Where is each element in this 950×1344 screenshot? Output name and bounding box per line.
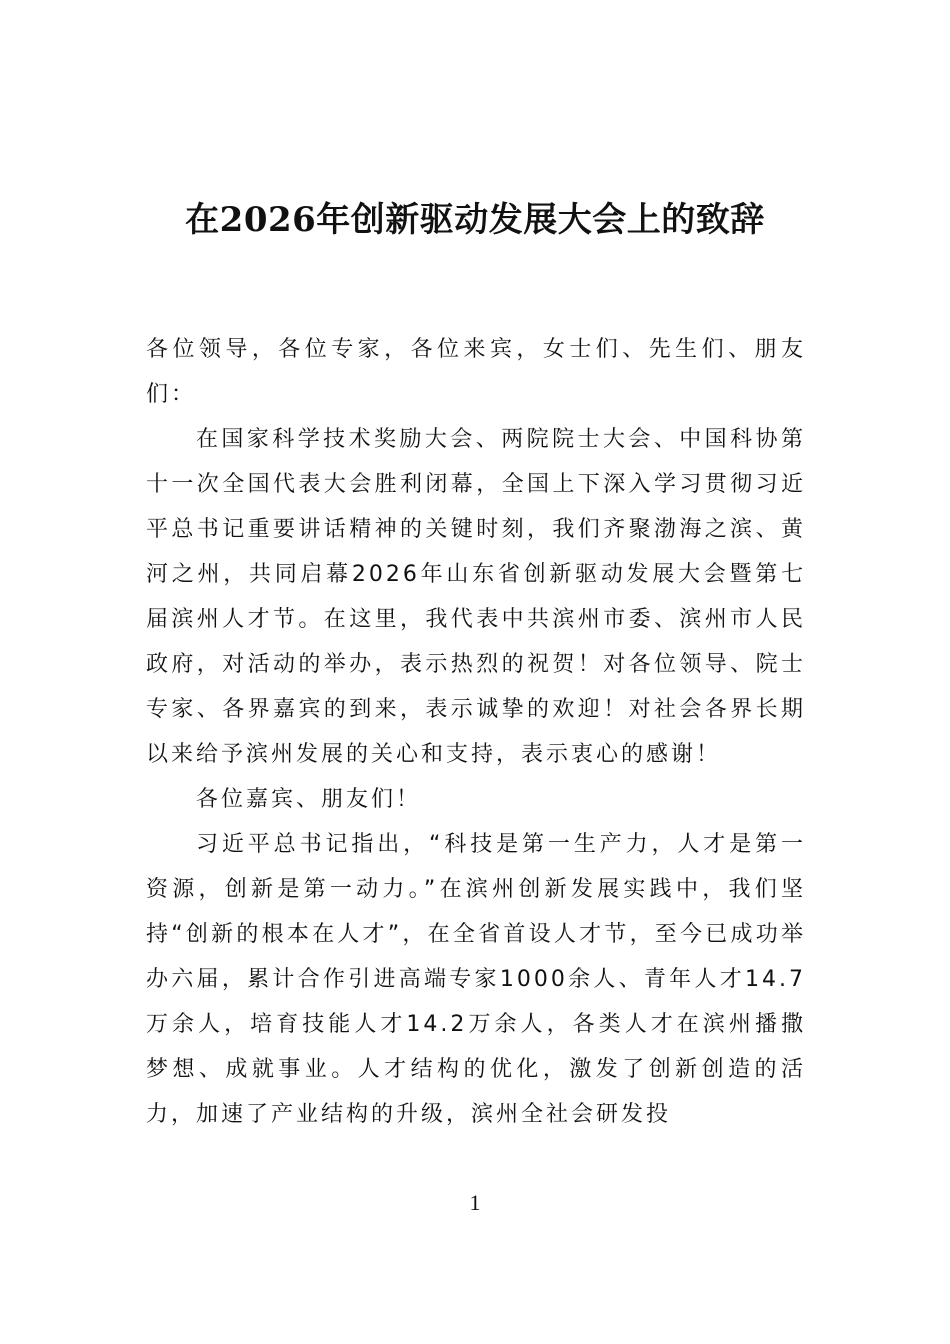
body-paragraph: 在国家科学技术奖励大会、两院院士大会、中国科协第十一次全国代表大会胜利闭幕，全国上下深入学习贯彻习近平总书记重要讲话精神的关键时刻，我们齐聚渤海之滨、黄河之州，共同启幕2026年山东省创新驱动发展大会暨第七届滨州人才节。在这里，我代表中共滨州市委、滨州市人民政府，对活动的举办，表示热烈的祝贺！对各位领导、院士专家、各界嘉宾的到来，表示诚挚的欢迎！对社会各界长期以来给予滨州发展的关心和支持，表示衷心的感谢！ [146,427,806,767]
page-number: 1 [469,1190,481,1215]
document-body [146,327,806,1137]
document-title: 在2026年创新驱动发展大会上的致辞 [185,200,765,240]
body-paragraph: 各位嘉宾、朋友们！ [196,787,422,812]
salutation-paragraph: 各位领导，各位专家，各位来宾，女士们、先生们、朋友们： [146,337,806,407]
body-paragraph: 习近平总书记指出，“科技是第一生产力，人才是第一资源，创新是第一动力。”在滨州创新发展实践中，我们坚持“创新的根本在人才”，在全省首设人才节，至今已成功举办六届，累计合作引进高端专家1000余人、青年人才14.7万余人，培育技能人才14.2万余人，各类人才在滨州播撒梦想、成就事业。人才结构的优化，激发了创新创造的活力，加速了产业结构的升级，滨州全社会研发投 [146,832,806,1127]
